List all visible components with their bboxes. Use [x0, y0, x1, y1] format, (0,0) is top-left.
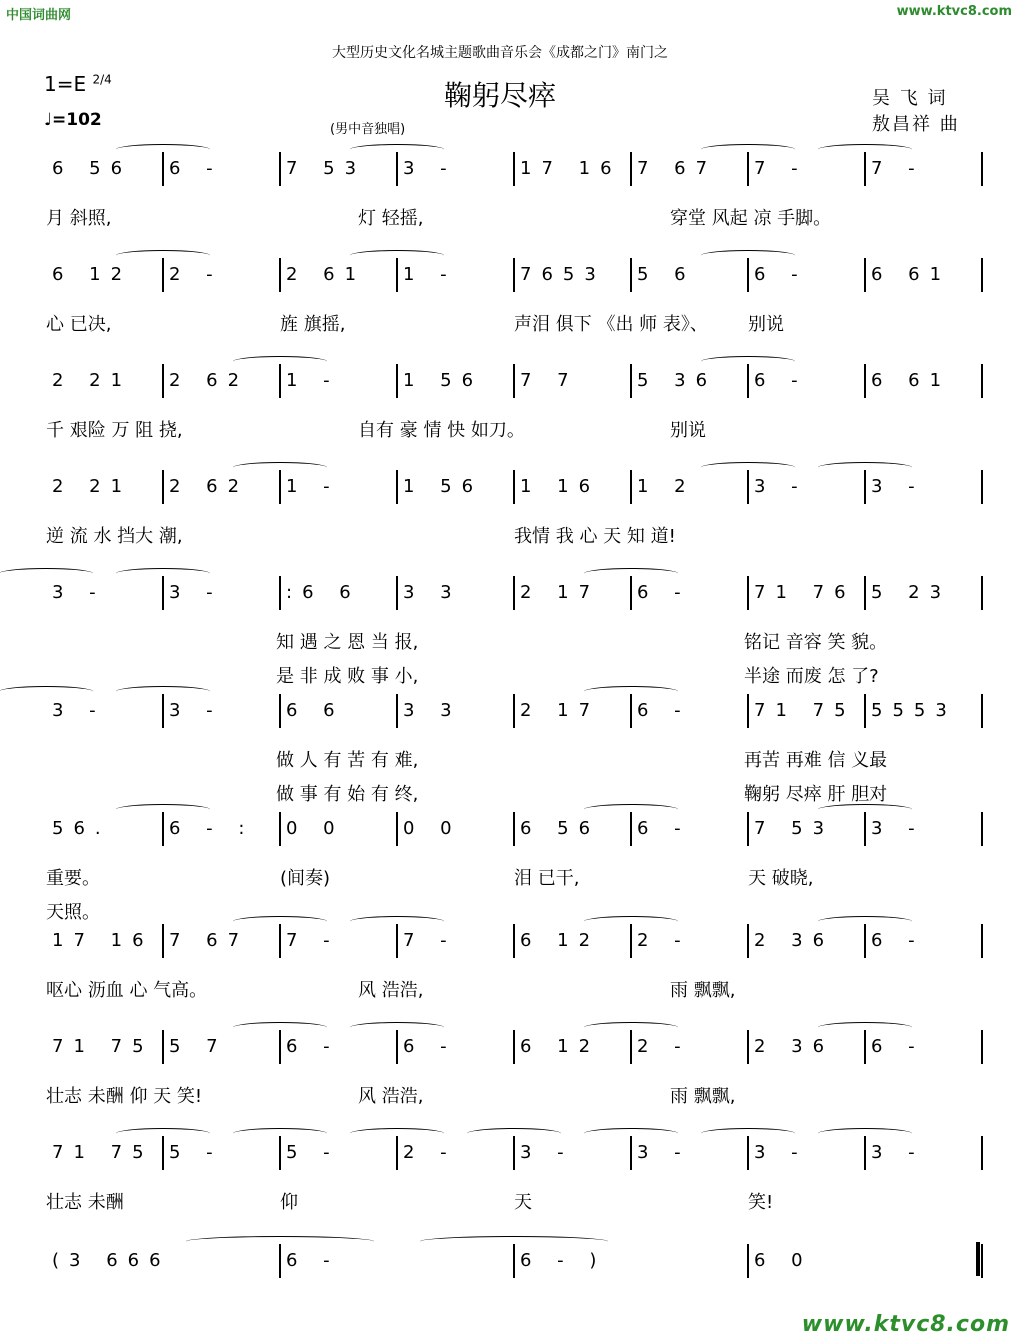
lyric-segment: 自有 豪 情 快 如刀。 [358, 420, 525, 441]
barline [396, 812, 398, 846]
measure: 7 - [286, 930, 340, 951]
tie-arc [233, 1128, 327, 1139]
measure: 1 56 [403, 370, 484, 391]
barline [981, 1244, 983, 1278]
lyric-segment: 千 艰险 万 阻 挠, [46, 420, 183, 441]
barline [630, 152, 632, 186]
measure: 6 - [286, 1036, 340, 1057]
tie-arc [116, 686, 210, 697]
barline [162, 812, 164, 846]
barline [630, 258, 632, 292]
barline [279, 152, 281, 186]
measure: 6 0 [754, 1250, 813, 1271]
barline [162, 924, 164, 958]
measure: 6 - [169, 158, 223, 179]
measure: 6 - [754, 370, 808, 391]
tie-arc [233, 356, 327, 367]
lyric-segment: 重要。 [46, 868, 100, 889]
tie-arc [116, 1128, 210, 1139]
lyric-segment: 雨 飘飘, [670, 980, 736, 1001]
measure: 3 - [871, 476, 925, 497]
lyric-segment: 笑! [748, 1192, 774, 1213]
barline [396, 1136, 398, 1170]
watermark-left: 中国词曲网 [6, 8, 72, 23]
barline [513, 1136, 515, 1170]
barline [279, 470, 281, 504]
barline [747, 364, 749, 398]
barline [279, 1244, 281, 1278]
barline [162, 152, 164, 186]
measure: 3 - [520, 1142, 574, 1163]
barline [162, 258, 164, 292]
barline [513, 1030, 515, 1064]
barline [864, 694, 866, 728]
lyric-segment: 声泪 俱下 《出 师 表》、 [514, 314, 708, 335]
tie-arc [584, 1128, 678, 1139]
measure: 17 16 [520, 158, 622, 179]
lyric-segment: 再苦 再难 信 义最 [744, 750, 888, 771]
measure: 2 36 [754, 1036, 835, 1057]
measure: 6 - [871, 930, 925, 951]
barline [747, 694, 749, 728]
measure: 1 - [403, 264, 457, 285]
measure: 2 - [637, 930, 691, 951]
barline [630, 576, 632, 610]
tie-arc [0, 686, 93, 697]
measure: 7 - [403, 930, 457, 951]
lyric-segment: 泪 已干, [514, 868, 580, 889]
measure: 5 - [286, 1142, 340, 1163]
measure: 7 67 [637, 158, 718, 179]
barline [513, 694, 515, 728]
lyric-segment: 风 浩浩, [358, 1086, 424, 1107]
barline [513, 1244, 515, 1278]
key-signature [44, 72, 112, 96]
lyric-segment: 穿堂 风起 凉 手脚。 [670, 208, 832, 229]
measure: 3 - [52, 582, 106, 603]
measure: 5 23 [871, 582, 952, 603]
measure: 6 - [871, 1036, 925, 1057]
measure: 2 21 [52, 476, 133, 497]
lyric-segment: 我情 我 心 天 知 道! [514, 526, 676, 547]
lyric-segment: 做 事 有 始 有 终, [276, 784, 419, 805]
measure: 6 12 [52, 264, 133, 285]
barline [747, 258, 749, 292]
lyric-segment: 别说 [670, 420, 706, 441]
barline [279, 924, 281, 958]
tie-arc [420, 1236, 607, 1247]
barline [396, 694, 398, 728]
tie-arc [233, 462, 327, 473]
barline [279, 812, 281, 846]
measure: 2 17 [520, 582, 601, 603]
barline [396, 924, 398, 958]
lyric-segment: 壮志 未酬 仰 天 笑! [46, 1086, 203, 1107]
time-signature: 2/4 [92, 72, 112, 87]
measure: 1 - [286, 370, 340, 391]
barline [513, 152, 515, 186]
tie-arc [186, 1236, 373, 1247]
song-title: 鞠躬尽瘁 [443, 79, 556, 112]
measure: 2 - [169, 264, 223, 285]
lyric-segment: 天 [514, 1192, 532, 1213]
barline [747, 1030, 749, 1064]
barline [162, 576, 164, 610]
tie-arc [233, 916, 327, 927]
barline [747, 152, 749, 186]
tie-arc [467, 1128, 561, 1139]
measure: 5 36 [637, 370, 718, 391]
measure: 1 2 [637, 476, 696, 497]
tie-arc [818, 1022, 912, 1033]
tie-arc [0, 568, 93, 579]
tie-arc [116, 568, 210, 579]
barline [396, 470, 398, 504]
barline [513, 364, 515, 398]
measure: 0 0 [286, 818, 345, 839]
tie-arc [701, 1128, 795, 1139]
barline [396, 576, 398, 610]
voice-type: (男中音独唱) [330, 122, 406, 137]
measure: 6 - ) [520, 1250, 607, 1271]
measure: 2 21 [52, 370, 133, 391]
barline [747, 576, 749, 610]
subtitle: 大型历史文化名城主题歌曲音乐会《成都之门》南门之 [332, 45, 668, 61]
measure: 3 - [871, 1142, 925, 1163]
lyric-segment: (间奏) [280, 868, 331, 889]
lyric-segment: 知 遇 之 恩 当 报, [276, 632, 419, 653]
measure: 5 6 [637, 264, 696, 285]
measure: 2 36 [754, 930, 835, 951]
barline [630, 1030, 632, 1064]
barline [513, 470, 515, 504]
barline [279, 1136, 281, 1170]
lyric-segment: 壮志 未酬 [46, 1192, 124, 1213]
barline [630, 924, 632, 958]
measure: 6 - [286, 1250, 340, 1271]
barline [747, 812, 749, 846]
tie-arc [818, 916, 912, 927]
measure: 6 - [637, 818, 691, 839]
lyric-segment: 天照。 [46, 902, 100, 923]
measure: 6 56 [520, 818, 601, 839]
tie-arc [350, 250, 444, 261]
barline [864, 576, 866, 610]
measure: 71 75 [754, 700, 856, 721]
barline [981, 1136, 983, 1170]
measure: 6 - : [169, 818, 255, 839]
measure: 0 0 [403, 818, 462, 839]
lyric-segment: 仰 [280, 1192, 298, 1213]
barline [162, 1136, 164, 1170]
tie-arc [818, 804, 912, 815]
measure: :6 6 [286, 582, 361, 603]
barline [513, 576, 515, 610]
barline [630, 694, 632, 728]
lyric-segment: 是 非 成 败 事 小, [276, 666, 419, 687]
measure: 6 61 [871, 264, 952, 285]
lyric-segment: 雨 飘飘, [670, 1086, 736, 1107]
barline [981, 258, 983, 292]
tie-arc [116, 250, 210, 261]
barline [162, 364, 164, 398]
barline [981, 924, 983, 958]
lyric-segment: 月 斜照, [46, 208, 112, 229]
barline [981, 694, 983, 728]
lyric-segment: 鞠躬 尽瘁 肝 胆对 [744, 784, 888, 805]
watermark-bottom: www.ktvc8.com [801, 1312, 1010, 1337]
measure: 3 - [169, 700, 223, 721]
barline [513, 924, 515, 958]
barline [630, 470, 632, 504]
measure: 7 - [871, 158, 925, 179]
barline [981, 470, 983, 504]
barline [162, 470, 164, 504]
composer-credit: 敖昌祥 曲 [872, 114, 960, 135]
measure: 5553 [871, 700, 957, 721]
measure: 2 17 [520, 700, 601, 721]
measure: 7 7 [520, 370, 579, 391]
key-text: 1=E [44, 72, 87, 96]
final-barline [976, 1242, 980, 1276]
tie-arc [584, 804, 678, 815]
measure: 3 - [169, 582, 223, 603]
measure: 7653 [520, 264, 606, 285]
barline [279, 694, 281, 728]
tie-arc [350, 916, 444, 927]
barline [864, 364, 866, 398]
barline [864, 152, 866, 186]
barline [981, 1030, 983, 1064]
tie-arc [701, 144, 795, 155]
barline [630, 812, 632, 846]
measure: 3 - [637, 1142, 691, 1163]
barline [981, 576, 983, 610]
barline [279, 364, 281, 398]
measure: 3 - [871, 818, 925, 839]
barline [981, 364, 983, 398]
measure: 6 - [637, 700, 691, 721]
lyric-segment: 风 浩浩, [358, 980, 424, 1001]
barline [747, 1136, 749, 1170]
lyric-segment: 半途 而废 怎 了? [744, 666, 879, 687]
tie-arc [701, 356, 795, 367]
measure: 6 - [637, 582, 691, 603]
measure: 6 12 [520, 930, 601, 951]
tie-arc [701, 250, 795, 261]
tie-arc [818, 1128, 912, 1139]
measure: 6 6 [286, 700, 345, 721]
barline [981, 812, 983, 846]
measure: 1 - [286, 476, 340, 497]
measure: 2 - [637, 1036, 691, 1057]
barline [396, 258, 398, 292]
barline [396, 364, 398, 398]
barline [279, 576, 281, 610]
tempo-mark: ♩=102 [44, 110, 102, 130]
tie-arc [584, 686, 678, 697]
measure: 2 - [403, 1142, 457, 1163]
measure: 1 56 [403, 476, 484, 497]
measure: 2 62 [169, 370, 250, 391]
lyricist-credit: 吴 飞 词 [872, 88, 948, 109]
tie-arc [116, 804, 210, 815]
lyric-segment: 心 已决, [46, 314, 112, 335]
measure: 3 - [403, 158, 457, 179]
tie-arc [350, 1128, 444, 1139]
measure: 2 61 [286, 264, 367, 285]
barline [747, 924, 749, 958]
barline [630, 364, 632, 398]
measure: 6 61 [871, 370, 952, 391]
measure: 3 3 [403, 700, 462, 721]
barline [864, 1030, 866, 1064]
barline [396, 1030, 398, 1064]
measure: 2 62 [169, 476, 250, 497]
measure: 3 - [52, 700, 106, 721]
tie-arc [584, 1022, 678, 1033]
barline [513, 258, 515, 292]
lyric-segment: 呕心 沥血 心 气高。 [46, 980, 208, 1001]
measure: 3 - [754, 1142, 808, 1163]
lyric-segment: 做 人 有 苦 有 难, [276, 750, 419, 771]
measure: 7 53 [286, 158, 367, 179]
lyric-segment: 灯 轻摇, [358, 208, 424, 229]
barline [747, 470, 749, 504]
tie-arc [233, 1022, 327, 1033]
barline [747, 1244, 749, 1278]
tie-arc [584, 568, 678, 579]
barline [864, 258, 866, 292]
barline [396, 152, 398, 186]
barline [981, 152, 983, 186]
barline [279, 1030, 281, 1064]
measure: 3 3 [403, 582, 462, 603]
barline [630, 1136, 632, 1170]
tie-arc [350, 1022, 444, 1033]
measure: 7 67 [169, 930, 250, 951]
watermark-right: www.ktvc8.com [896, 4, 1012, 19]
tie-arc [818, 462, 912, 473]
measure: 71 75 [52, 1036, 154, 1057]
measure: 6 - [754, 264, 808, 285]
measure: 5 7 [169, 1036, 228, 1057]
tie-arc [701, 462, 795, 473]
barline [864, 1136, 866, 1170]
measure: 6 - [403, 1036, 457, 1057]
barline [864, 470, 866, 504]
tie-arc [116, 144, 210, 155]
barline [864, 812, 866, 846]
barline [513, 812, 515, 846]
measure: 7 53 [754, 818, 835, 839]
measure: 6 56 [52, 158, 133, 179]
measure: (3 666 [52, 1250, 171, 1271]
measure: 7 - [754, 158, 808, 179]
barline [864, 924, 866, 958]
tie-arc [350, 144, 444, 155]
lyric-segment: 天 破晓, [748, 868, 814, 889]
tie-arc [818, 144, 912, 155]
lyric-segment: 逆 流 水 挡大 潮, [46, 526, 183, 547]
barline [162, 694, 164, 728]
measure: 17 16 [52, 930, 154, 951]
measure: 1 16 [520, 476, 601, 497]
lyric-segment: 别说 [748, 314, 784, 335]
barline [162, 1030, 164, 1064]
lyric-segment: 铭记 音容 笑 貌。 [744, 632, 888, 653]
measure: 71 75 [52, 1142, 154, 1163]
tie-arc [584, 916, 678, 927]
measure: 56. [52, 818, 111, 839]
measure: 3 - [754, 476, 808, 497]
measure: 71 76 [754, 582, 856, 603]
measure: 5 - [169, 1142, 223, 1163]
lyric-segment: 旌 旗摇, [280, 314, 346, 335]
barline [279, 258, 281, 292]
measure: 6 12 [520, 1036, 601, 1057]
